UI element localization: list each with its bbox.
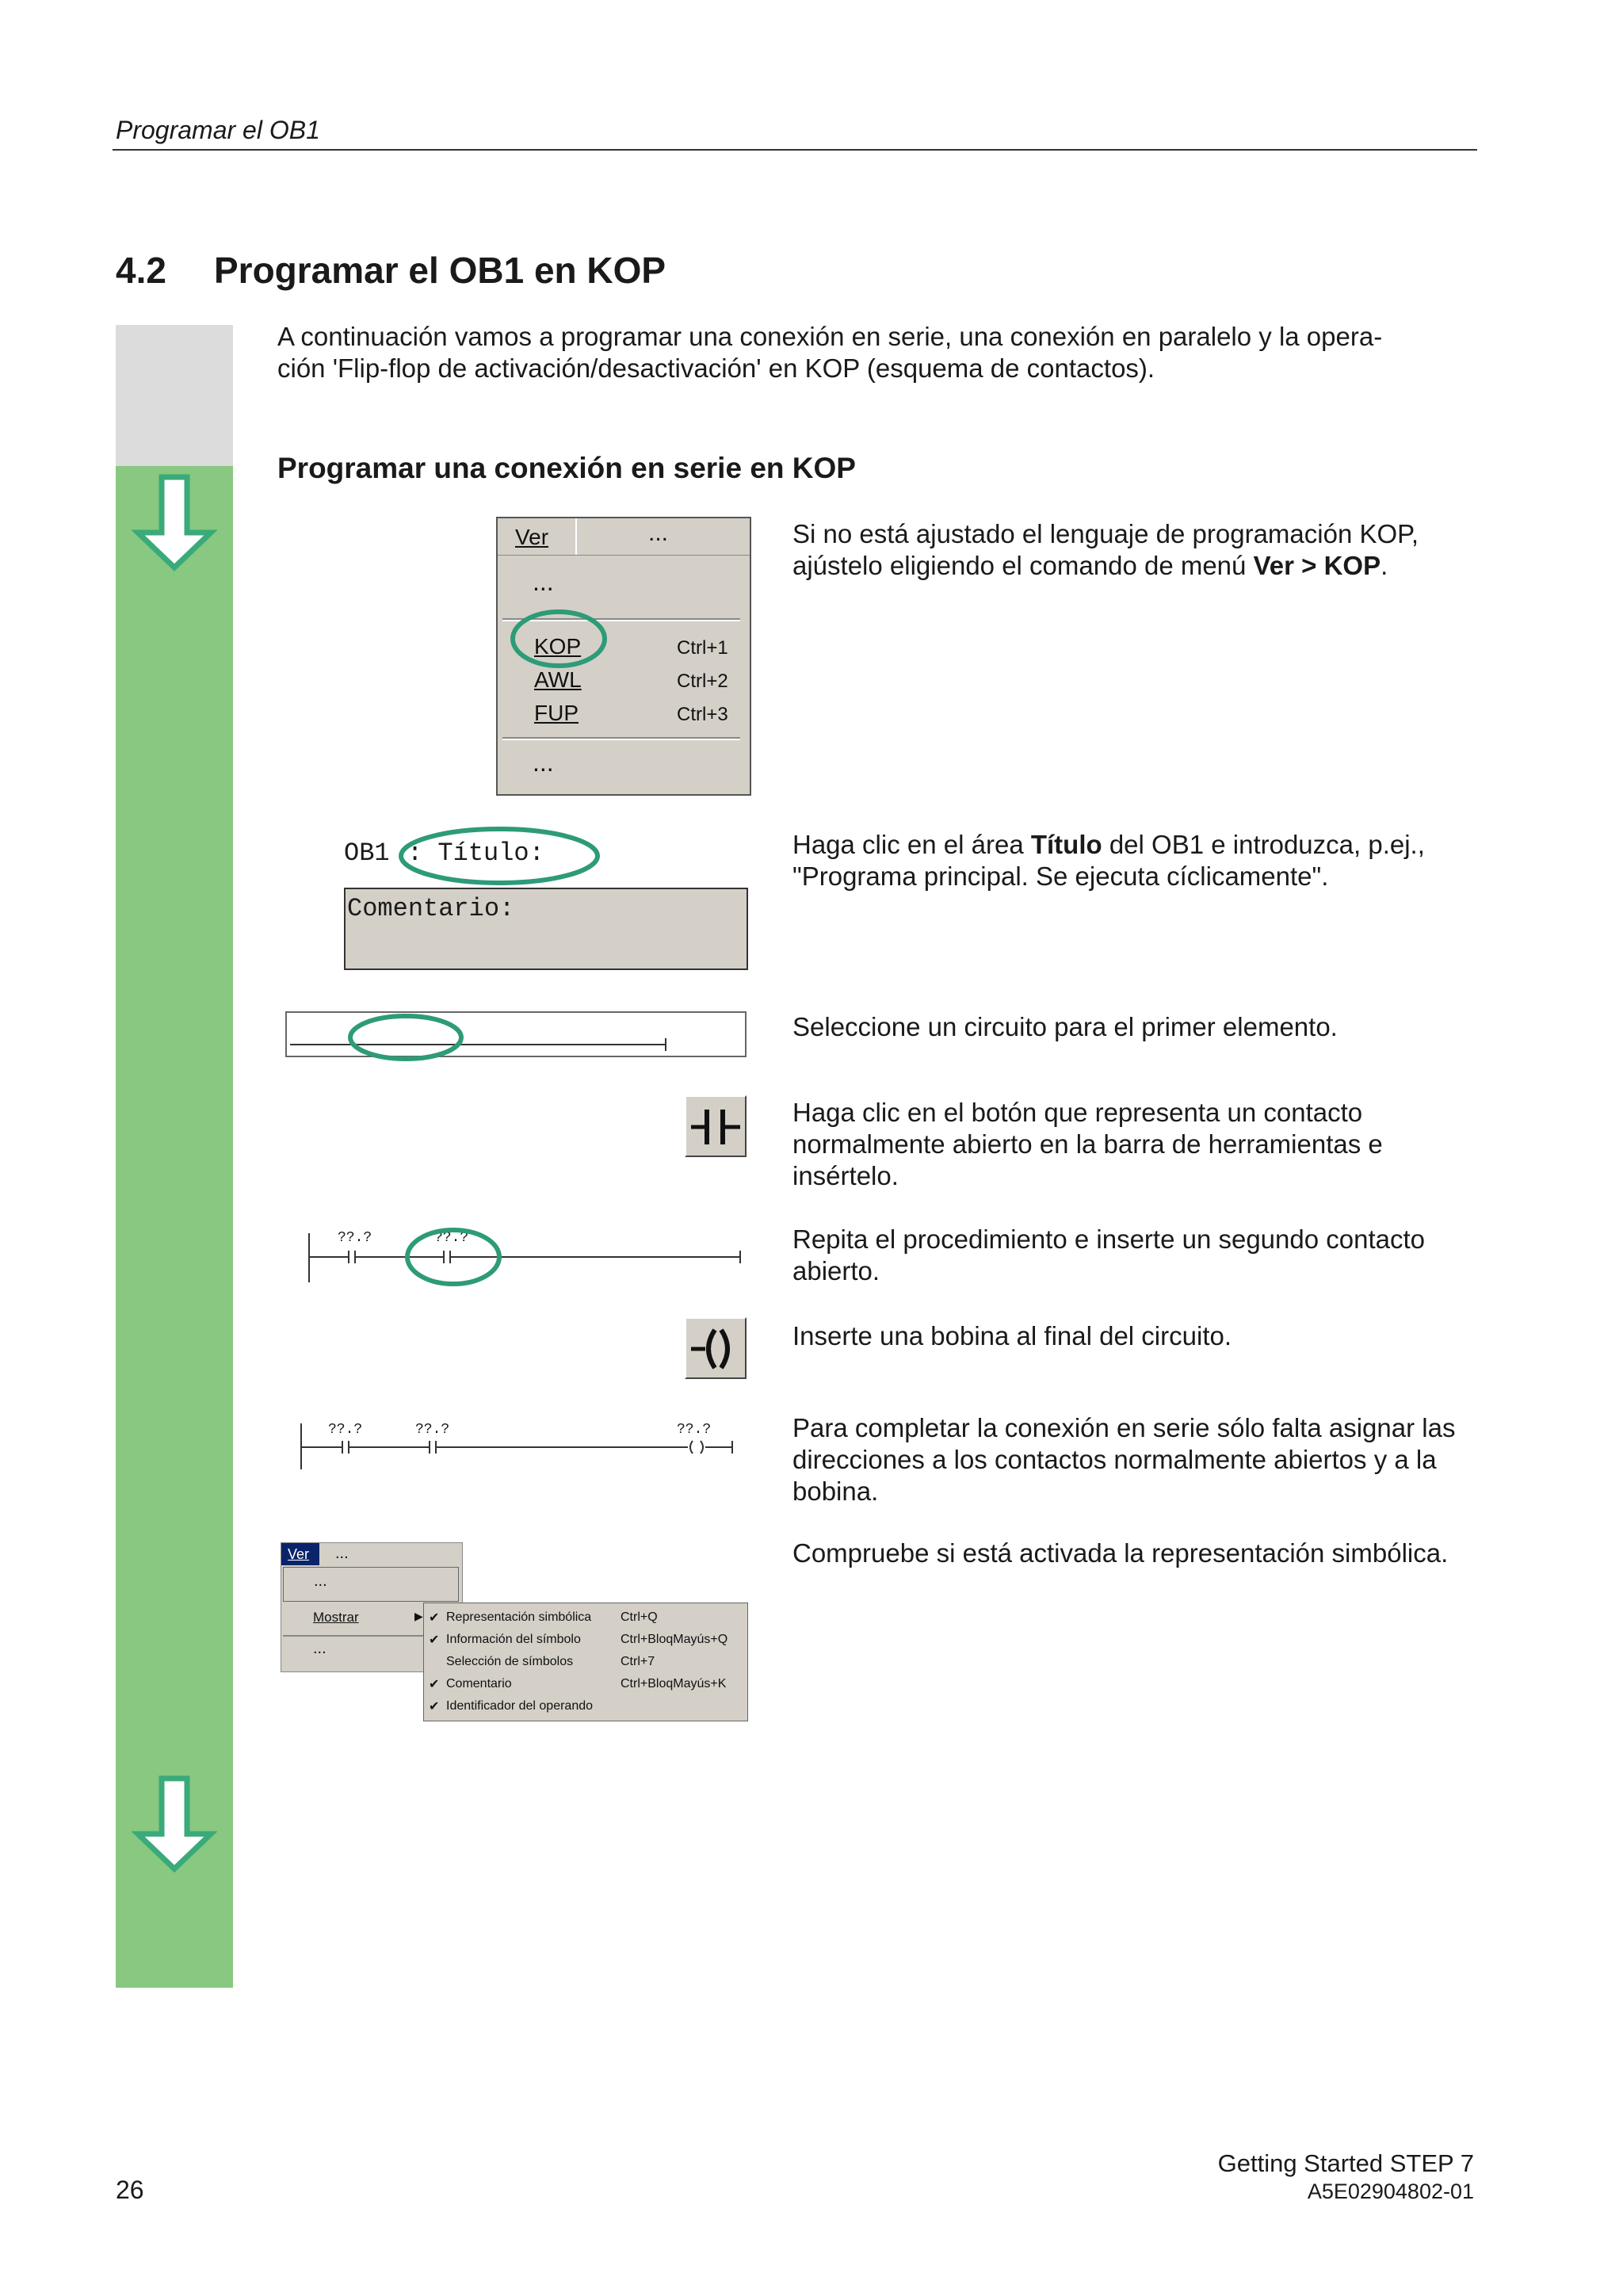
page-number: 26 xyxy=(116,2176,144,2204)
menu-top-section xyxy=(283,1567,459,1602)
checkmark-icon: ✔ xyxy=(429,1678,440,1691)
coil-icon xyxy=(686,1319,745,1377)
step-8-text: Compruebe si está activada la representación simbólica. xyxy=(792,1538,1449,1568)
highlight-ring xyxy=(403,1224,504,1290)
checkmark-icon: ✔ xyxy=(429,1633,440,1647)
section-number: 4.2 xyxy=(116,250,166,291)
submenu-item-shortcut: Ctrl+BloqMayús+K xyxy=(621,1677,727,1690)
menu-dots-bottom: ... xyxy=(533,748,554,777)
step-text: Si no está ajustado el lenguaje de programación KOP, ajústelo eligiendo el comando de menú xyxy=(792,519,1419,580)
menu-bar-dots: ... xyxy=(335,1545,349,1562)
coil-address[interactable]: ??.? xyxy=(677,1422,712,1438)
submenu-item[interactable] xyxy=(424,1652,747,1673)
menu-dots-top: ... xyxy=(533,567,554,596)
menu-item-label: AWL xyxy=(534,667,582,692)
highlight-ring xyxy=(507,607,610,670)
highlight-ring xyxy=(396,824,610,888)
subheading: Programar una conexión en serie en KOP xyxy=(277,452,856,484)
step-text: del OB1 e introduzca, p.ej., "Programa principal. Se ejecuta cíclicamente". xyxy=(792,830,1425,891)
menu-bar xyxy=(281,1543,462,1565)
highlight-ring xyxy=(346,1011,466,1064)
side-grey-bar xyxy=(116,325,233,466)
menu-item-shortcut: Ctrl+1 xyxy=(677,637,728,659)
coil-toolbar-button[interactable] xyxy=(685,1317,747,1379)
checkmark-icon: ✔ xyxy=(429,1700,440,1713)
ob1-label: OB1 xyxy=(344,839,390,868)
ver-menu-label: Ver xyxy=(515,525,549,549)
submenu-item[interactable] xyxy=(424,1630,747,1651)
submenu-item-label: Identificador del operando xyxy=(446,1699,594,1713)
step-bold: Título xyxy=(1030,830,1102,859)
intro-paragraph xyxy=(277,321,1482,384)
menu-item-shortcut: Ctrl+3 xyxy=(677,704,728,725)
intro-line: A continuación vamos a programar una conexión en serie, una conexión en paralelo y la opera- xyxy=(277,322,1383,351)
normally-open-contact-icon xyxy=(686,1097,745,1156)
menu-bar-dots: ... xyxy=(648,520,669,546)
menu-dots: ... xyxy=(314,1572,327,1590)
submenu-item[interactable] xyxy=(424,1697,747,1717)
contact-address[interactable]: ??.? xyxy=(434,1230,469,1246)
step-3-text: Seleccione un circuito para el primer elemento. xyxy=(792,1012,1338,1041)
comment-label: Comentario: xyxy=(347,894,515,923)
step-2-text xyxy=(792,829,1482,892)
running-header: Programar el OB1 xyxy=(116,116,320,144)
submenu-item[interactable] xyxy=(424,1675,747,1695)
submenu-item-label: Información del símbolo xyxy=(446,1633,581,1646)
submenu-item-shortcut: Ctrl+BloqMayús+Q xyxy=(621,1633,728,1646)
menu-item-shortcut: Ctrl+2 xyxy=(677,670,728,692)
ver-menu-title[interactable] xyxy=(281,1543,319,1565)
submenu-item-label: Selección de símbolos xyxy=(446,1655,574,1668)
submenu-arrow-icon: ▶ xyxy=(414,1610,423,1622)
menu-item-label: Mostrar xyxy=(313,1610,359,1625)
footer-doc-id: A5E02904802-01 xyxy=(1307,2179,1474,2203)
step-1-text: Si no está ajustado el lenguaje de programación KOP, ajústelo eligiendo el comando de menú Ver > KOP. xyxy=(792,519,1419,580)
section-title: Programar el OB1 en KOP xyxy=(214,250,666,291)
step-text: Haga clic en el área xyxy=(792,830,1024,859)
submenu-item-label: Comentario xyxy=(446,1677,512,1690)
step-6-text: Inserte una bobina al final del circuito. xyxy=(792,1321,1232,1350)
ver-menu-title[interactable] xyxy=(498,518,577,555)
step-7-text: Para completar la conexión en serie sólo falta asignar las direcciones a los contactos normalmente abiertos y a la bobina. xyxy=(792,1413,1456,1506)
contact-address[interactable]: ??.? xyxy=(328,1422,363,1438)
step-bold: Ver > KOP xyxy=(1253,551,1381,580)
submenu-item-shortcut: Ctrl+Q xyxy=(621,1610,658,1624)
ob1-title-field[interactable]: : Título: xyxy=(407,839,544,868)
no-contact-toolbar-button[interactable] xyxy=(685,1095,747,1157)
ver-menu-label: Ver xyxy=(288,1546,310,1562)
down-arrow-icon xyxy=(132,1775,217,1874)
contact-address[interactable]: ??.? xyxy=(338,1230,372,1246)
contact-address[interactable]: ??.? xyxy=(415,1422,450,1438)
mostrar-submenu xyxy=(423,1603,748,1721)
menu-dots: ... xyxy=(313,1640,327,1657)
step-4-text: Haga clic en el botón que representa un contacto normalmente abierto en la barra de herramientas e insértelo. xyxy=(792,1098,1383,1190)
menu-item-label: FUP xyxy=(534,701,579,725)
down-arrow-icon xyxy=(132,474,217,572)
ob1-comment-box[interactable] xyxy=(344,888,748,970)
step-5-text: Repita el procedimiento e inserte un segundo contacto abierto. xyxy=(792,1224,1426,1286)
intro-line: ción 'Flip-flop de activación/desactivación' en KOP (esquema de contactos). xyxy=(277,353,1155,383)
menu-separator xyxy=(502,737,740,740)
menu-item-fup[interactable] xyxy=(498,697,750,729)
menu-bar xyxy=(498,518,750,556)
submenu-item-label: Representación simbólica xyxy=(446,1610,592,1624)
menu-item-label: KOP xyxy=(534,634,582,659)
submenu-item[interactable] xyxy=(424,1608,747,1629)
submenu-item-shortcut: Ctrl+7 xyxy=(621,1655,655,1668)
header-rule xyxy=(113,149,1477,151)
side-green-bar xyxy=(116,466,233,1988)
footer-book-title: Getting Started STEP 7 xyxy=(1217,2149,1474,2177)
checkmark-icon: ✔ xyxy=(429,1611,440,1625)
